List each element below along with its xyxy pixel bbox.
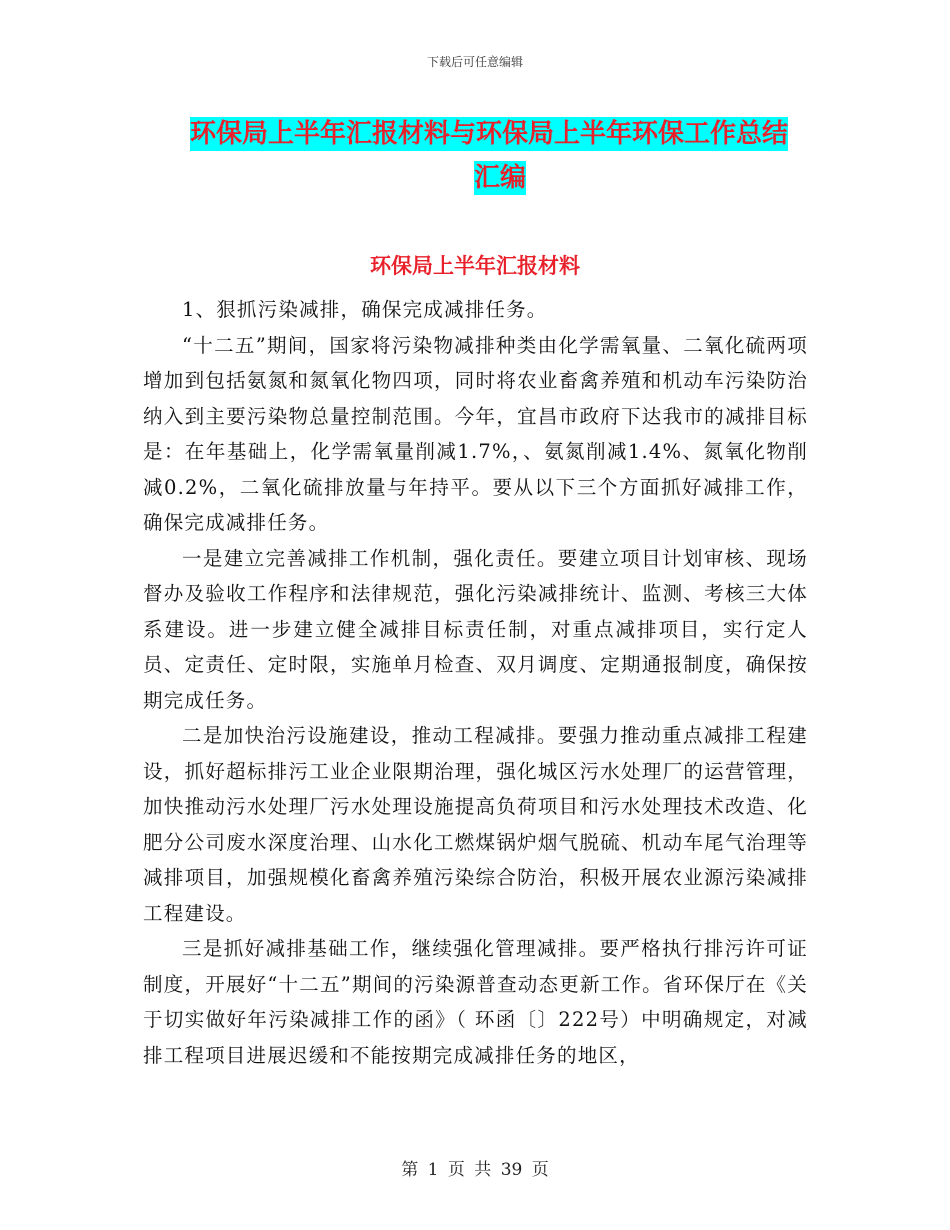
document-title-line2: 汇编 (473, 163, 526, 193)
page-number: 第 1 页 共 39 页 (401, 1160, 549, 1180)
paragraph-3: 一是建立完善减排工作机制，强化责任。要建立项目计划审核、现场督办及验收工作程序和法律规范，强化污染减排统计、监测、考核三大体系建设。进一步建立健全减排目标责任制，对重点减排项目，实行定人员、定责任、定时限，实施单月检查、双月调度、定期通报制度，确保按期完成任务。 (143, 546, 808, 712)
document-title-line1: 环保局上半年汇报材料与环保局上半年环保工作总结 (190, 119, 789, 149)
paragraph-5: 三是抓好减排基础工作，继续强化管理减排。要严格执行排污许可证制度，开展好“十二五”期间的污染源普查动态更新工作。省环保厅在《关于切实做好年污染减排工作的函》（ 环函〔〕222号）中明确规定，对减排工程项目进展迟缓和不能按期完成减排任务的地区， (143, 937, 808, 1067)
document-body (143, 292, 808, 1073)
document-title (190, 112, 810, 200)
page-header-note: 下载后可任意编辑 (426, 55, 523, 69)
paragraph-2: “十二五”期间，国家将污染物减排种类由化学需氧量、二氧化硫两项增加到包括氨氮和氮氧化物四项，同时将农业畜禽养殖和机动车污染防治纳入到主要污染物总量控制范围。今年，宜昌市政府下达我市的减排目标是：在年基础上，化学需氧量削减1.7%，、氨氮削减1.4%、氮氧化物削减0.2%，二氧化硫排放量与年持平。要从以下三个方面抓好减排工作，确保完成减排任务。 (143, 333, 808, 534)
paragraph-4: 二是加快治污设施建设，推动工程减排。要强力推动重点减排工程建设，抓好超标排污工业企业限期治理，强化城区污水处理厂的运营管理，加快推动污水处理厂污水处理设施提高负荷项目和污水处理技术改造、化肥分公司废水深度治理、山水化工燃煤锅炉烟气脱硫、机动车尾气治理等减排项目，加强规模化畜禽养殖污染综合防治，积极开展农业源污染减排工程建设。 (143, 724, 808, 925)
section-title: 环保局上半年汇报材料 (370, 253, 580, 278)
paragraph-1: 1、狠抓污染减排，确保完成减排任务。 (182, 298, 548, 321)
